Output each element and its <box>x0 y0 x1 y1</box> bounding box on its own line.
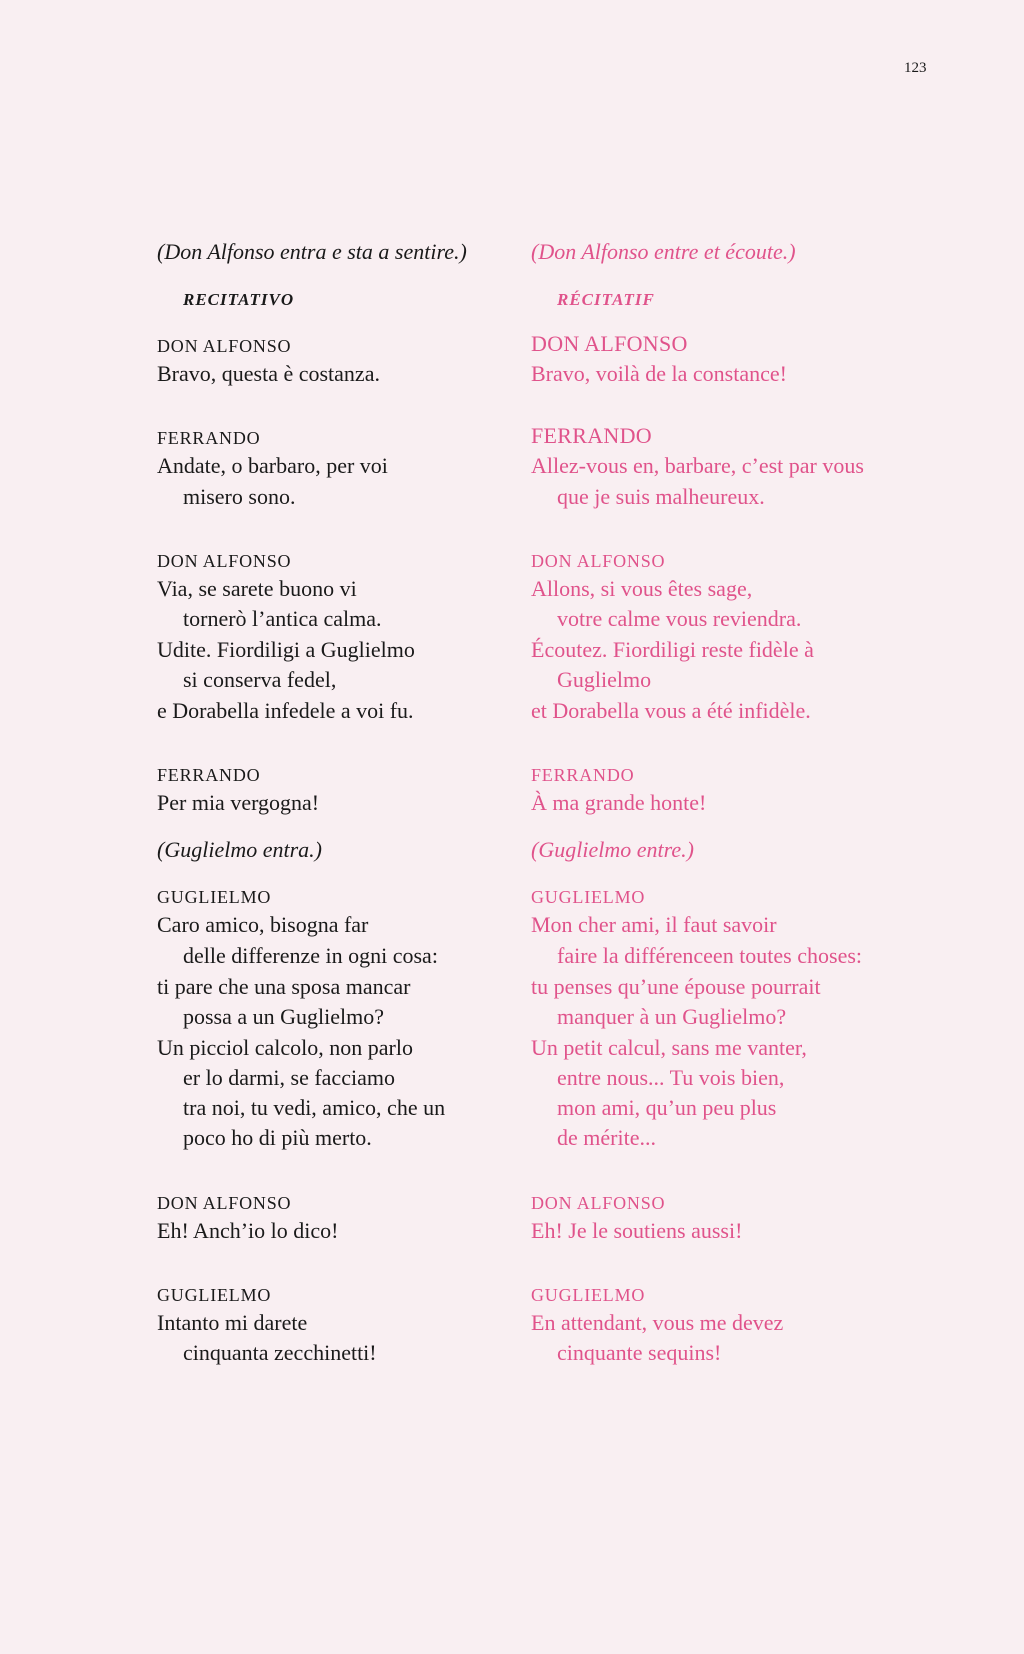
verse-line: que je suis malheureux. <box>557 484 765 509</box>
verse-line: Bravo, voilà de la constance! <box>531 361 787 386</box>
speaker-name: FERRANDO <box>531 423 652 448</box>
verse-line: faire la différenceen toutes choses: <box>557 943 863 968</box>
speaker-name: FERRANDO <box>531 765 635 785</box>
verse-line: poco ho di più merto. <box>183 1125 372 1150</box>
speaker-name: DON ALFONSO <box>157 336 292 356</box>
verse-line: manquer à un Guglielmo? <box>557 1004 787 1029</box>
verse-line: Andate, o barbaro, per voi <box>157 453 388 478</box>
verse-line: Bravo, questa è costanza. <box>157 361 380 386</box>
verse-line: Caro amico, bisogna far <box>157 912 369 937</box>
section-heading: RÉCITATIF <box>557 290 655 309</box>
verse-line: À ma grande honte! <box>531 790 707 815</box>
verse-line: si conserva fedel, <box>183 667 337 692</box>
section-heading: RECITATIVO <box>183 290 295 309</box>
verse-line: e Dorabella infedele a voi fu. <box>157 698 414 723</box>
speaker-name: DON ALFONSO <box>157 1193 292 1213</box>
verse-line: Écoutez. Fiordiligi reste fidèle à <box>531 637 814 662</box>
verse-line: En attendant, vous me devez <box>531 1310 784 1335</box>
verse-line: er lo darmi, se facciamo <box>183 1065 395 1090</box>
speaker-name: DON ALFONSO <box>157 551 292 571</box>
speaker-name: GUGLIELMO <box>157 1285 272 1305</box>
verse-line: Eh! Je le soutiens aussi! <box>531 1218 743 1243</box>
stage-direction: (Don Alfonso entra e sta a sentire.) <box>157 239 467 264</box>
stage-direction: (Guglielmo entre.) <box>531 837 694 862</box>
verse-line: Intanto mi darete <box>157 1310 308 1335</box>
speaker-name: FERRANDO <box>157 428 261 448</box>
verse-line: Mon cher ami, il faut savoir <box>531 912 777 937</box>
verse-line: Udite. Fiordiligi a Guglielmo <box>157 637 415 662</box>
speaker-name: DON ALFONSO <box>531 1193 666 1213</box>
speaker-name: DON ALFONSO <box>531 551 666 571</box>
verse-line: Via, se sarete buono vi <box>157 576 357 601</box>
verse-line: Per mia vergogna! <box>157 790 320 815</box>
verse-line: tornerò l’antica calma. <box>183 606 382 631</box>
stage-direction: (Guglielmo entra.) <box>157 837 322 862</box>
speaker-name: GUGLIELMO <box>157 887 272 907</box>
verse-line: Un petit calcul, sans me vanter, <box>531 1035 807 1060</box>
verse-line: mon ami, qu’un peu plus <box>557 1095 777 1120</box>
verse-line: entre nous... Tu vois bien, <box>557 1065 785 1090</box>
verse-line: Allez-vous en, barbare, c’est par vous <box>531 453 864 478</box>
verse-line: delle differenze in ogni cosa: <box>183 943 438 968</box>
verse-line: possa a un Guglielmo? <box>183 1004 385 1029</box>
verse-line: Allons, si vous êtes sage, <box>531 576 753 601</box>
page-number: 123 <box>904 60 927 76</box>
verse-line: votre calme vous reviendra. <box>557 606 802 631</box>
verse-line: Eh! Anch’io lo dico! <box>157 1218 339 1243</box>
verse-line: Guglielmo <box>557 667 652 692</box>
stage-direction: (Don Alfonso entre et écoute.) <box>531 239 796 264</box>
verse-line: tu penses qu’une épouse pourrait <box>531 974 821 999</box>
verse-line: cinquanta zecchinetti! <box>183 1340 377 1365</box>
verse-line: tra noi, tu vedi, amico, che un <box>183 1095 446 1120</box>
verse-line: ti pare che una sposa mancar <box>157 974 411 999</box>
speaker-name: GUGLIELMO <box>531 887 646 907</box>
verse-line: et Dorabella vous a été infidèle. <box>531 698 811 723</box>
verse-line: misero sono. <box>183 484 296 509</box>
speaker-name: FERRANDO <box>157 765 261 785</box>
speaker-name: GUGLIELMO <box>531 1285 646 1305</box>
verse-line: Un picciol calcolo, non parlo <box>157 1035 413 1060</box>
verse-line: cinquante sequins! <box>557 1340 722 1365</box>
speaker-name: DON ALFONSO <box>531 331 688 356</box>
verse-line: de mérite... <box>557 1125 656 1150</box>
